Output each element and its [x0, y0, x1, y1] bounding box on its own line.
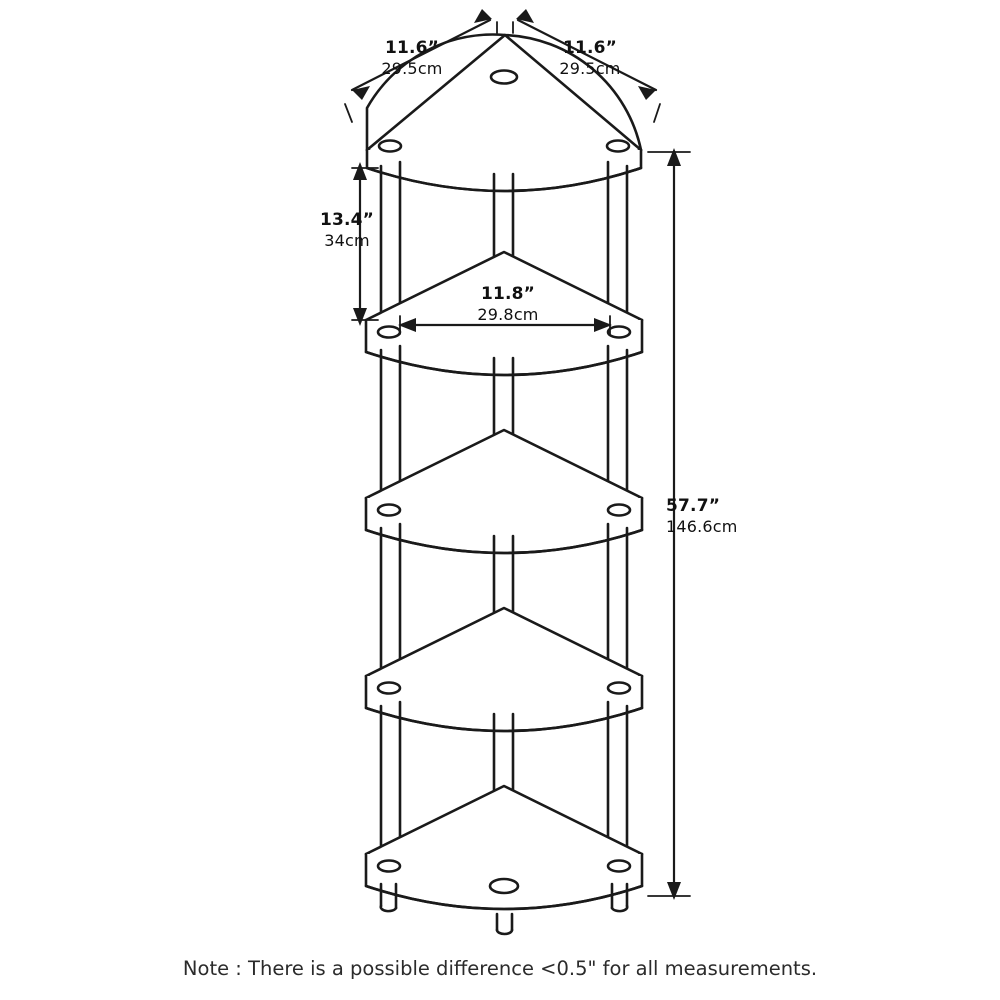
shelf-4 — [366, 608, 642, 731]
dim-value-imperial: 11.6” — [384, 38, 440, 58]
dim-value-metric: 34cm — [324, 230, 370, 250]
dim-label-shelf-width — [438, 284, 578, 324]
shelf-bottom — [366, 786, 642, 909]
dim-label-overall-height — [666, 496, 786, 536]
dim-value-metric: 29.5cm — [381, 58, 443, 78]
dim-value-imperial: 11.6” — [562, 38, 618, 58]
dim-value-imperial: 57.7” — [666, 496, 721, 516]
measurement-note: Note : There is a possible difference <0.5" for all measurements. — [182, 957, 818, 980]
dim-value-metric: 146.6cm — [666, 516, 738, 536]
dim-label-top-depth-right — [530, 38, 650, 78]
dim-value-metric: 29.8cm — [477, 304, 539, 324]
dim-label-shelf-spacing — [292, 210, 402, 250]
shelf-3 — [366, 430, 642, 553]
dim-label-top-depth-left — [352, 38, 472, 78]
dim-value-imperial: 11.8” — [480, 284, 536, 304]
dim-value-imperial: 13.4” — [319, 210, 375, 230]
dim-value-metric: 29.5cm — [559, 58, 621, 78]
